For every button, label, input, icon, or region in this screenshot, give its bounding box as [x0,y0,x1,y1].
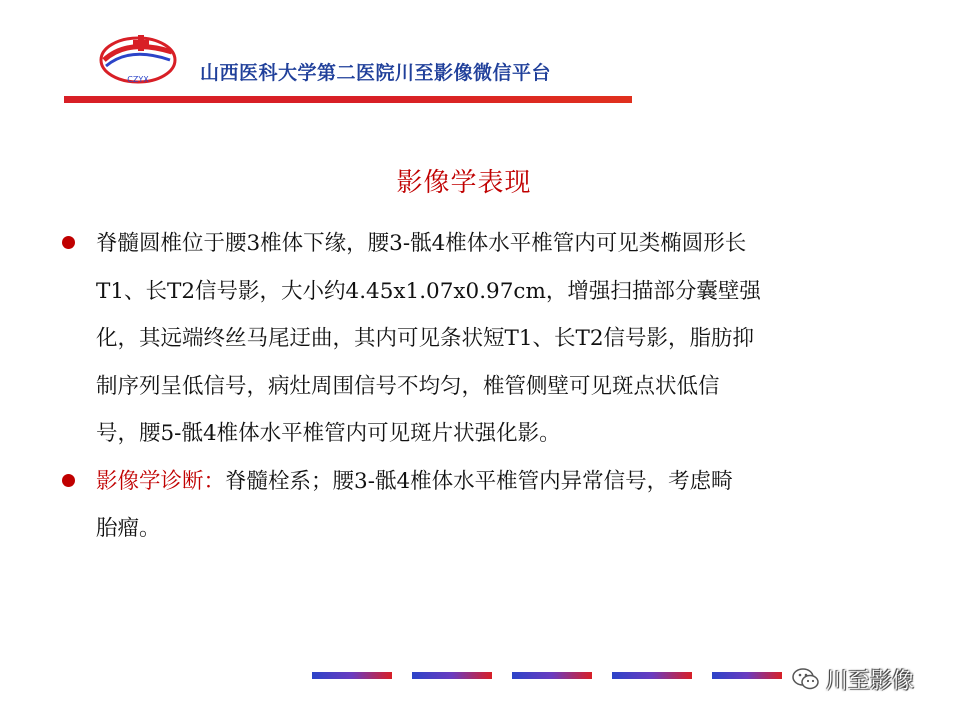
diagnosis-line [96,458,918,506]
header-divider [64,96,632,103]
bullet-findings [58,220,918,458]
bullet-dot-icon [62,236,75,249]
findings-line: 号，腰5-骶4椎体水平椎管内可见斑片状强化影。 [96,421,561,446]
footer-decoration [312,672,792,680]
footer-bar [612,672,692,679]
slide-content [58,220,918,553]
diagnosis-label: 影像学诊断： [96,468,226,494]
findings-line: 化，其远端终丝马尾迂曲，其内可见条状短T1、长T2信号影，脂肪抑 [96,326,755,351]
wechat-watermark [792,664,914,694]
diagnosis-line: 胎瘤。 [96,516,161,541]
findings-line: 脊髓圆椎位于腰3椎体下缘，腰3-骶4椎体水平椎管内可见类椭圆形长 [96,231,747,256]
bullet-diagnosis [58,458,918,553]
bullet-dot-icon [62,474,75,487]
wechat-icon [792,667,820,691]
findings-line: 制序列呈低信号，病灶周围信号不均匀，椎管侧壁可见斑点状低信 [96,373,720,399]
watermark-text: 川至影像 [826,668,915,694]
svg-text:CZYX: CZYX [127,75,149,84]
footer-bar [312,672,392,679]
footer-bar [712,672,782,679]
diagnosis-text: 脊髓栓系；腰3-骶4椎体水平椎管内异常信号，考虑畸 [225,468,733,494]
org-title: 山西医科大学第二医院川至影像微信平台 [200,62,552,84]
findings-line: T1、长T2信号影，大小约4.45x1.07x0.97cm，增强扫描部分囊壁强 [96,278,761,304]
slide-title: 影像学表现 [396,168,532,198]
footer-bar [412,672,492,679]
hospital-logo [98,30,178,88]
footer-bar [512,672,592,679]
